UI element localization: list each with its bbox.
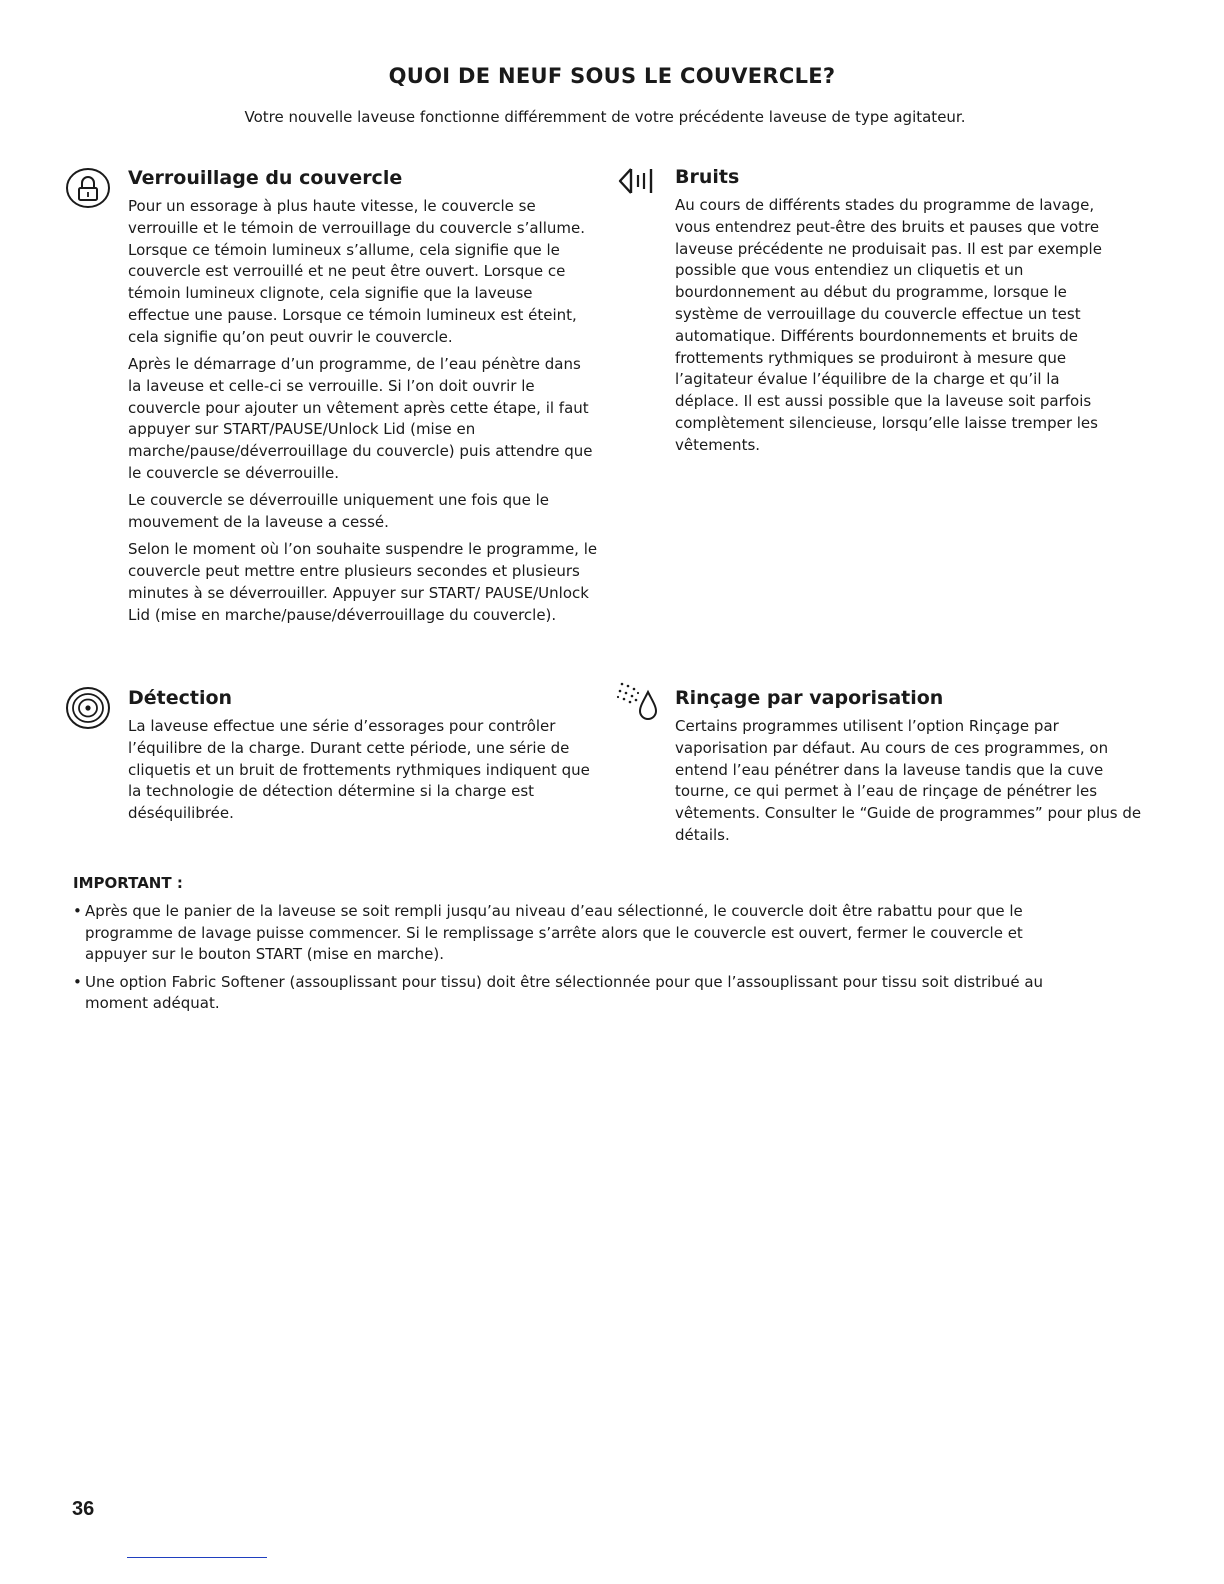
important-label: IMPORTANT : [73,874,183,892]
lid-lock-body [128,196,598,632]
spray-rinse-body [675,716,1145,852]
sounds-paragraph: Au cours de différents stades du programme de lavage, vous entendrez peut-être des bruits et pauses que votre laveuse précédente ne produisait pas. Il est par exemple possible que vous entendiez un cliquetis et un bourdonnement au début du programme, lorsque le système de verrouillage du couvercle effectue un test automatique. Différents bourdonnements et bruits de frottements rythmiques se produiront à mesure que l’agitateur évalue l’équilibre de la charge et qu’il la déplace. Il est aussi possible que la laveuse soit parfois complètement silencieuse, lorsqu’elle laisse tremper les vêtements. [675,196,1102,454]
spray-rinse-title: Rinçage par vaporisation [675,687,944,709]
lid-lock-paragraph: Pour un essorage à plus haute vitesse, le couvercle se verrouille et le témoin de verrouillage du couvercle s’allume. Lorsque ce témoin lumineux s’allume, cela signifie que le couvercle est verrouillé et ne peut être ouvert. Lorsque ce témoin lumineux clignote, cela signifie que la laveuse effectue une pause. Lorsque ce témoin lumineux est éteint, cela signifie qu’on peut ouvrir le couvercle. [128,197,585,346]
spray-rinse-paragraph: Certains programmes utilisent l’option Rinçage par vaporisation par défaut. Au cours de ces programmes, on entend l’eau pénétrer dans la laveuse tandis que la cuve tourne, ce qui permet à l’eau de rinçage de pénétrer les vêtements. Consulter le “Guide de programmes” pour plus de détails. [675,717,1142,844]
lid-lock-title: Verrouillage du couvercle [128,167,403,189]
spray-rinse-droplet-icon [616,680,664,722]
sounds-body [675,195,1105,462]
page-number: 36 [72,1498,95,1520]
page-subtitle: Votre nouvelle laveuse fonctionne différemment de votre précédente laveuse de type agitateur. [244,108,966,126]
sensing-body [128,716,598,830]
lid-lock-paragraph: Après le démarrage d’un programme, de l’eau pénètre dans la laveuse et celle-ci se verrouille. Si l’on doit ouvrir le couvercle pour ajouter un vêtement après cette étape, il faut appuyer sur START/PAUSE/Unlock Lid (mise en marche/pause/déverrouillage du couvercle) puis attendre que le couvercle se déverrouille. [128,355,593,483]
sound-icon [617,166,661,196]
important-bullet: • Après que le panier de la laveuse se soit rempli jusqu’au niveau d’eau sélectionné, le couvercle doit être rabattu pour que le programme de lavage puisse commencer. Si le remplissage s’arrête alors que le couvercle est ouvert, fermer le couvercle et appuyer sur le bouton START (mise en marche). [73,901,1073,966]
sensing-target-icon [64,685,112,731]
sounds-title: Bruits [675,166,740,188]
sensing-title: Détection [128,687,233,709]
important-list [73,901,1073,1021]
lid-lock-paragraph: Le couvercle se déverrouille uniquement une fois que le mouvement de la laveuse a cessé. [128,491,550,532]
footer-divider [127,1557,267,1558]
sensing-paragraph: La laveuse effectue une série d’essorages pour contrôler l’équilibre de la charge. Durant cette période, une série de cliquetis et un bruit de frottements rythmiques indiquent que la technologie de détection détermine si la charge est déséquilibrée. [128,717,590,823]
page-title: QUOI DE NEUF SOUS LE COUVERCLE? [388,64,836,88]
lid-lock-paragraph: Selon le moment où l’on souhaite suspendre le programme, le couvercle peut mettre entre plusieurs secondes et plusieurs minutes à se déverrouiller. Appuyer sur START/ PAUSE/Unlock Lid (mise en marche/pause/déverrouillage du couvercle). [128,540,598,624]
important-bullet: • Une option Fabric Softener (assouplissant pour tissu) doit être sélectionnée pour que l’assouplissant pour tissu soit distribué au moment adéquat. [73,972,1073,1015]
lid-lock-icon [63,166,113,210]
